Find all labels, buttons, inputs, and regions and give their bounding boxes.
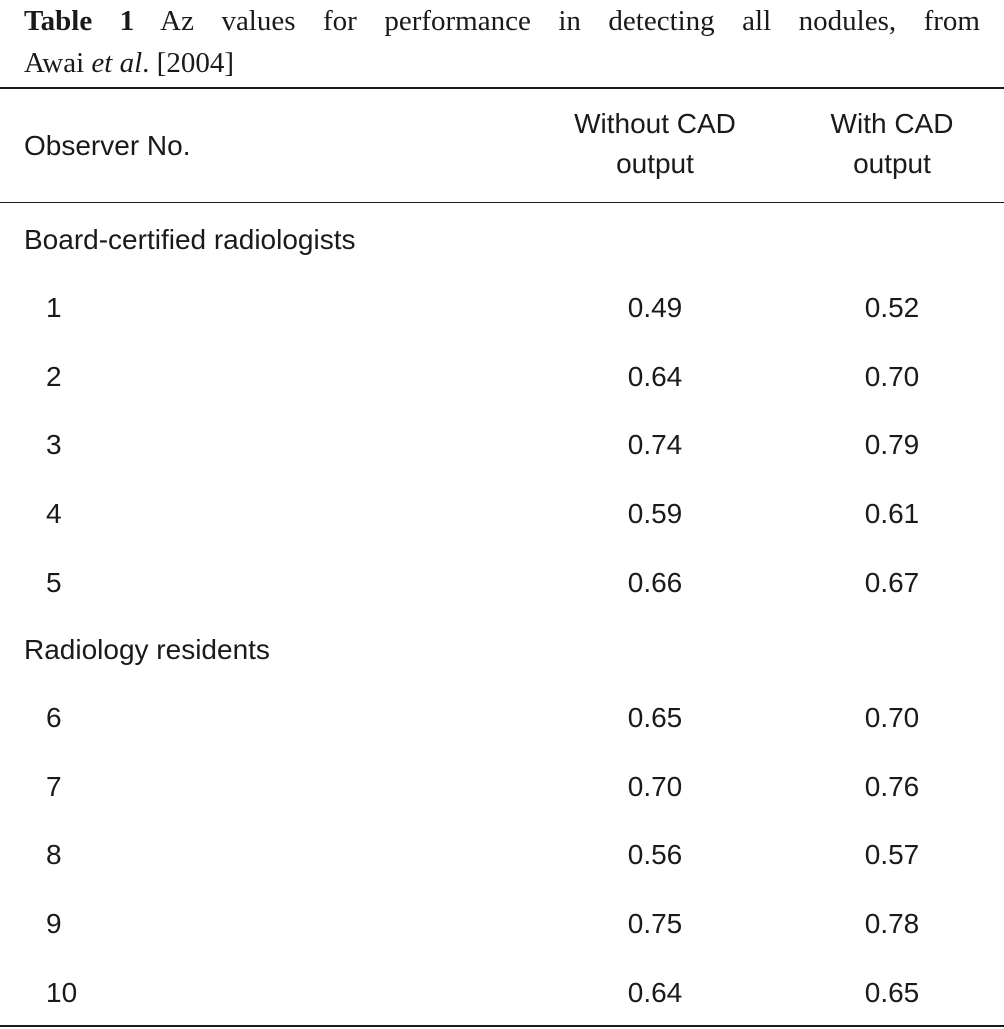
header-observer: Observer No. <box>24 130 191 161</box>
without-cad-cell: 0.49 <box>627 292 683 323</box>
table-row <box>0 288 1004 328</box>
without-cad-cell: 0.70 <box>627 771 683 802</box>
without-cad-cell: 0.74 <box>627 429 683 460</box>
table-row <box>0 563 1004 603</box>
table-header-rule <box>0 202 1004 203</box>
caption-et-al: et al <box>91 47 143 79</box>
caption-text-1: Az values for performance in detecting all nodules, from <box>134 5 980 37</box>
with-cad-cell: 0.78 <box>864 908 920 939</box>
header-without-cad-line2: output <box>616 148 694 179</box>
without-cad-cell: 0.64 <box>627 977 683 1008</box>
caption-author: Awai <box>24 47 92 79</box>
header-with-cad-line2: output <box>853 148 931 179</box>
table-bottom-rule <box>0 1025 1004 1027</box>
group-label: Board-certified radiologists <box>24 224 356 255</box>
header-without-cad <box>538 104 772 184</box>
with-cad-cell: 0.52 <box>864 292 920 323</box>
without-cad-cell: 0.59 <box>627 498 683 529</box>
with-cad-cell: 0.76 <box>864 771 920 802</box>
table-row <box>0 425 1004 465</box>
without-cad-cell: 0.75 <box>627 908 683 939</box>
observer-cell: 3 <box>46 429 62 460</box>
observer-cell: 4 <box>46 498 62 529</box>
table-row <box>0 904 1004 944</box>
observer-cell: 2 <box>46 361 62 392</box>
caption-label: Table 1 <box>24 5 135 37</box>
table-row <box>0 357 1004 397</box>
with-cad-cell: 0.61 <box>864 498 920 529</box>
caption-year: . [2004] <box>142 47 234 79</box>
without-cad-cell: 0.56 <box>627 839 683 870</box>
table-row <box>0 698 1004 738</box>
table-row <box>0 835 1004 875</box>
table-top-rule <box>0 87 1004 89</box>
observer-cell: 10 <box>46 977 78 1008</box>
observer-cell: 8 <box>46 839 62 870</box>
table-caption <box>24 0 980 84</box>
observer-cell: 6 <box>46 702 62 733</box>
with-cad-cell: 0.65 <box>864 977 920 1008</box>
observer-cell: 9 <box>46 908 62 939</box>
without-cad-cell: 0.65 <box>627 702 683 733</box>
without-cad-cell: 0.66 <box>627 567 683 598</box>
header-with-cad-line1: With CAD <box>830 108 954 139</box>
with-cad-cell: 0.70 <box>864 702 920 733</box>
header-without-cad-line1: Without CAD <box>574 108 736 139</box>
observer-cell: 1 <box>46 292 62 323</box>
with-cad-cell: 0.57 <box>864 839 920 870</box>
caption-line-2 <box>24 42 980 84</box>
header-with-cad <box>782 104 1002 184</box>
with-cad-cell: 0.70 <box>864 361 920 392</box>
table-row <box>0 767 1004 807</box>
observer-cell: 5 <box>46 567 62 598</box>
table-row <box>0 494 1004 534</box>
group-label: Radiology residents <box>24 634 270 665</box>
caption-line-1 <box>24 0 980 42</box>
with-cad-cell: 0.67 <box>864 567 920 598</box>
observer-cell: 7 <box>46 771 62 802</box>
without-cad-cell: 0.64 <box>627 361 683 392</box>
table-row <box>0 973 1004 1013</box>
with-cad-cell: 0.79 <box>864 429 920 460</box>
